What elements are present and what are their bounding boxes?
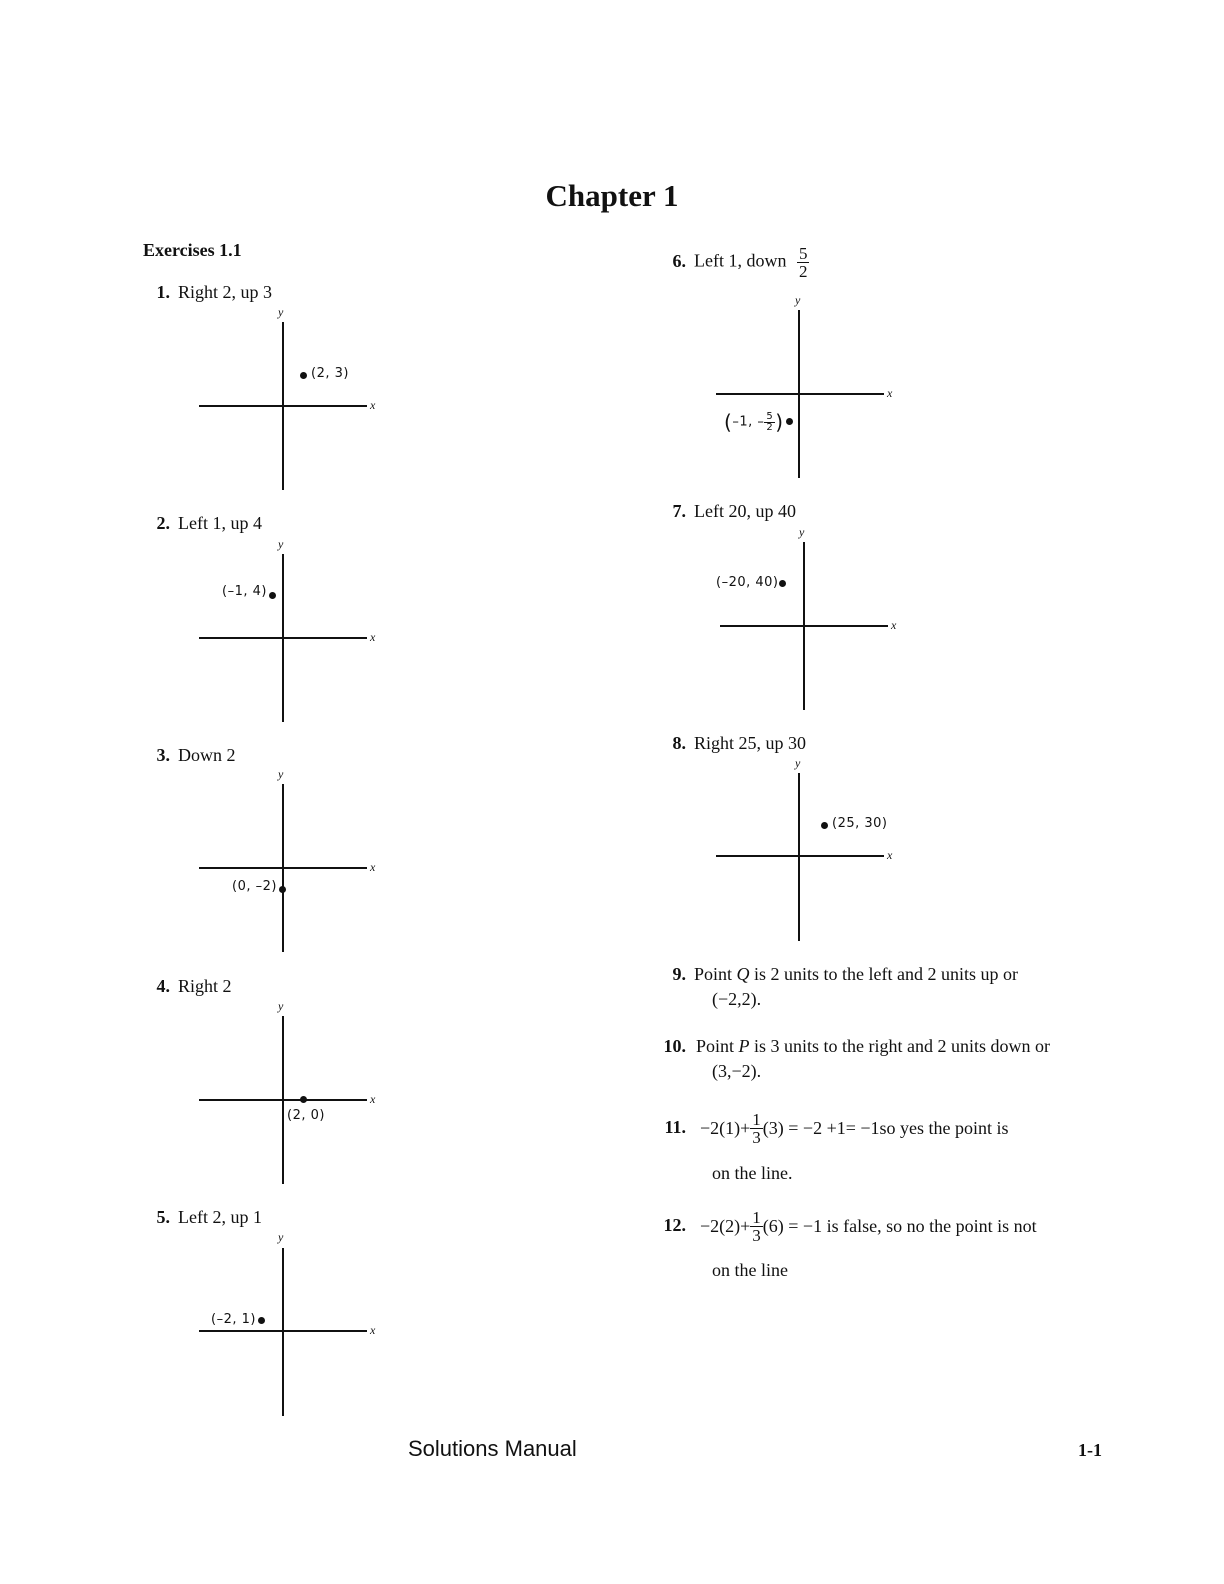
exercise-12-line-2: on the line <box>712 1260 788 1280</box>
expression: −2(2)+ <box>700 1216 751 1236</box>
y-axis <box>282 554 284 722</box>
plotted-point <box>258 1317 265 1324</box>
exercise-number: 5. <box>156 1207 170 1227</box>
y-axis <box>282 1248 284 1416</box>
variable: P <box>738 1036 750 1056</box>
exercise-9-line-2: (−2,2). <box>712 989 762 1009</box>
x-axis-label: x <box>370 630 376 644</box>
point-label-fraction: $\frac{5}{2}$ <box>766 410 774 433</box>
point-label: (25, 30) <box>832 816 888 831</box>
point-label: (0, –2) <box>232 879 277 894</box>
y-axis-label: y <box>278 537 284 551</box>
exercise-text: Right 2 <box>178 976 232 996</box>
exercise-8 <box>659 733 806 754</box>
y-axis-label: y <box>795 293 801 307</box>
x-axis-label: x <box>370 1092 376 1106</box>
exercise-text: Right 2, up 3 <box>178 282 273 302</box>
page-number: 1-1 <box>1078 1440 1102 1460</box>
point-label: (–2, 1) <box>211 1312 256 1327</box>
variable: Q <box>736 964 750 984</box>
point-label: (–20, 40) <box>716 575 779 590</box>
exercise-text: Left 1, up 4 <box>178 513 262 533</box>
exercise-5 <box>143 1207 262 1228</box>
exercise-number: 11. <box>664 1116 686 1137</box>
exercise-number: 7. <box>672 501 686 521</box>
y-axis <box>798 773 800 941</box>
plotted-point <box>786 418 793 425</box>
exercise-12: 12. −2(2)+ $\frac{1}{3}$ (6) = −1 is false, so no the point is not <box>646 1209 1037 1244</box>
plotted-point <box>269 592 276 599</box>
exercise-number: 12. <box>663 1214 686 1235</box>
fraction: $\frac{5}{2}$ <box>798 244 808 281</box>
y-axis-label: y <box>278 767 284 781</box>
exercise-3 <box>143 745 236 766</box>
x-axis-label: x <box>370 1323 376 1337</box>
y-axis <box>798 310 800 478</box>
exercise-10: 10. Point P is 3 units to the right and 2 units down or <box>659 1036 1050 1057</box>
expression-rest: (6) = −1 <box>762 1216 823 1236</box>
x-axis-label: x <box>891 618 897 632</box>
x-axis <box>716 855 884 857</box>
footer-title: Solutions Manual <box>408 1436 577 1461</box>
point-label: (–1, 4) <box>222 584 267 599</box>
y-axis-label: y <box>278 999 284 1013</box>
exercise-number: 8. <box>672 733 686 753</box>
y-axis-label: y <box>799 525 805 539</box>
y-axis-label: y <box>795 756 801 770</box>
exercise-number: 10. <box>663 1036 686 1056</box>
section-heading: Exercises 1.1 <box>143 240 242 260</box>
expression-rest: (3) = −2 +1= −1 <box>762 1118 880 1138</box>
plotted-point <box>300 372 307 379</box>
exercise-number: 1. <box>156 282 170 302</box>
exercise-11-line-2: on the line. <box>712 1163 793 1183</box>
exercise-number: 9. <box>672 964 686 984</box>
exercise-number: 2. <box>156 513 170 533</box>
x-axis-label: x <box>887 386 893 400</box>
y-axis <box>282 784 284 952</box>
exercise-text: Right 25, up 30 <box>694 733 807 753</box>
exercise-7 <box>659 501 796 522</box>
y-axis <box>282 1016 284 1184</box>
exercise-4 <box>143 976 232 997</box>
exercise-text: Left 1, down <box>694 250 787 271</box>
x-axis <box>716 393 884 395</box>
exercise-text: Left 2, up 1 <box>178 1207 262 1227</box>
exercise-text: Left 20, up 40 <box>694 501 796 521</box>
exercise-1 <box>143 282 272 303</box>
exercise-text: Down 2 <box>178 745 236 765</box>
y-axis-label: y <box>278 1230 284 1244</box>
y-axis-label: y <box>278 305 284 319</box>
exercise-number: 6. <box>672 250 686 271</box>
x-axis-label: x <box>370 398 376 412</box>
point-label: (2, 0) <box>287 1108 325 1123</box>
point-label: (2, 3) <box>311 366 349 381</box>
exercise-number: 3. <box>156 745 170 765</box>
exercise-10-line-2: (3,−2). <box>712 1061 762 1081</box>
exercise-9: 9. Point Q is 2 units to the left and 2 units up or <box>659 964 1018 985</box>
fraction: $\frac{1}{3}$ <box>752 1208 761 1245</box>
plotted-point <box>821 822 828 829</box>
plotted-point <box>279 886 286 893</box>
plotted-point <box>300 1096 307 1103</box>
plotted-point <box>779 580 786 587</box>
y-axis <box>803 542 805 710</box>
exercise-2 <box>143 513 262 534</box>
point-label: (–1, – $\frac{5}{2}$ ) <box>724 410 784 434</box>
exercise-11: 11. −2(1)+ $\frac{1}{3}$ (3) = −2 +1= −1so yes the point is <box>646 1111 1009 1146</box>
x-axis-label: x <box>887 848 893 862</box>
page-title: Chapter 1 <box>545 178 679 213</box>
exercise-6 <box>659 245 809 280</box>
expression: −2(1)+ <box>700 1118 751 1138</box>
fraction: $\frac{1}{3}$ <box>752 1110 761 1147</box>
exercise-number: 4. <box>156 976 170 996</box>
y-axis <box>282 322 284 490</box>
x-axis-label: x <box>370 860 376 874</box>
